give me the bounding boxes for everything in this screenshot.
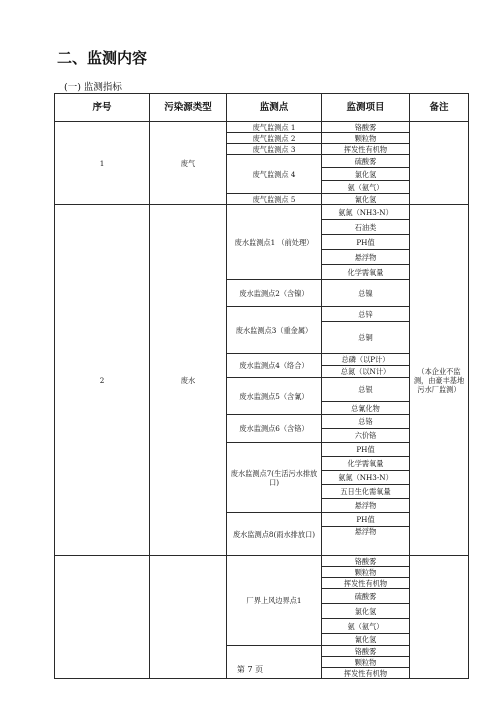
- source-type-cell: 废气: [150, 122, 227, 205]
- point-cell: 废气监测点 1: [227, 122, 322, 133]
- item-cell: 总氰化物: [322, 402, 410, 415]
- header-monitoring-point: 监测点: [227, 94, 322, 122]
- item-cell: 硫酸雾: [322, 155, 410, 168]
- seq-cell: 1: [55, 122, 150, 205]
- point-cell: 废气监测点 2: [227, 133, 322, 144]
- item-cell: 挥发性有机物: [322, 668, 410, 679]
- item-cell: PH值: [322, 513, 410, 527]
- point-cell: 废水监测点6（含铬）: [227, 415, 322, 443]
- item-cell: 氨（氨气）: [322, 181, 410, 194]
- item-cell: 六价铬: [322, 429, 410, 443]
- point-cell: 废水监测点2（含镍）: [227, 280, 322, 307]
- item-cell: 硫酸雾: [322, 589, 410, 604]
- item-cell: 颗粒物: [322, 567, 410, 578]
- item-cell: 总银: [322, 378, 410, 402]
- item-cell: 总磷（以P计）: [322, 354, 410, 366]
- item-cell: 五日生化需氧量: [322, 485, 410, 499]
- source-type-cell: 废水: [150, 205, 227, 556]
- item-cell: 悬浮物: [322, 499, 410, 513]
- item-cell: 化学需氧量: [322, 265, 410, 280]
- point-cell: 废水监测点7(生活污水排放口): [227, 443, 322, 513]
- item-cell: 化学需氧量: [322, 457, 410, 471]
- page-number: 第 7 页: [236, 665, 264, 674]
- item-cell: 氯化氢: [322, 604, 410, 619]
- point-cell: 废气监测点 3: [227, 144, 322, 155]
- point-cell: 废水监测点8(雨水排放口): [227, 513, 322, 556]
- point-cell: 废气监测点 5: [227, 194, 322, 205]
- table-row: [55, 556, 469, 567]
- point-cell: 废水监测点1 （前处理）: [227, 205, 322, 280]
- remark-cell: [410, 556, 469, 679]
- item-cell: 铬酸雾: [322, 646, 410, 657]
- table-header-row: [55, 94, 469, 122]
- item-cell: 总铜: [322, 322, 410, 354]
- point-cell: 废水监测点5（含氰）: [227, 378, 322, 415]
- item-cell: 总镍: [322, 280, 410, 307]
- item-cell: 挥发性有机物: [322, 578, 410, 589]
- header-monitoring-item: 监测项目: [322, 94, 410, 122]
- item-cell: 总氮（以N计）: [322, 366, 410, 378]
- item-cell: 挥发性有机物: [322, 144, 410, 155]
- item-cell: 氨（氨气）: [322, 619, 410, 634]
- item-cell: 氨氮（NH3-N）: [322, 471, 410, 485]
- item-cell: 石油类: [322, 220, 410, 235]
- header-source-type: 污染源类型: [150, 94, 227, 122]
- point-cell: 废水监测点4（络合）: [227, 354, 322, 378]
- item-cell: 铬酸雾: [322, 122, 410, 133]
- point-cell: 废气监测点 4: [227, 155, 322, 194]
- table-row: [55, 205, 469, 220]
- table-row: [55, 122, 469, 133]
- item-cell: PH值: [322, 443, 410, 457]
- remark-cell: [410, 122, 469, 205]
- item-cell: 悬浮物: [322, 527, 410, 556]
- item-cell: 颗粒物: [322, 657, 410, 668]
- item-cell: 铬酸雾: [322, 556, 410, 567]
- item-cell: 氰化氢: [322, 634, 410, 646]
- item-cell: 氨氮（NH3-N）: [322, 205, 410, 220]
- subsection-heading: (一) 监测指标: [64, 82, 122, 93]
- item-cell: PH值: [322, 235, 410, 250]
- item-cell: 颗粒物: [322, 133, 410, 144]
- item-cell: 氰化氢: [322, 194, 410, 205]
- remark-cell: （本企业不监测，由豪丰基地污水厂监测）: [410, 205, 469, 556]
- item-cell: 氯化氢: [322, 168, 410, 181]
- monitoring-table: [54, 93, 469, 679]
- item-cell: 总锌: [322, 307, 410, 322]
- seq-cell: 2: [55, 205, 150, 556]
- point-cell: 厂界上风边界点1: [227, 556, 322, 646]
- header-seq: 序号: [55, 94, 150, 122]
- header-remark: 备注: [410, 94, 469, 122]
- point-cell: 废水监测点3（重金属）: [227, 307, 322, 354]
- section-heading: 二、监测内容: [57, 49, 148, 67]
- item-cell: 总铬: [322, 415, 410, 429]
- seq-cell: [55, 556, 150, 679]
- item-cell: 悬浮物: [322, 250, 410, 265]
- source-type-cell: [150, 556, 227, 679]
